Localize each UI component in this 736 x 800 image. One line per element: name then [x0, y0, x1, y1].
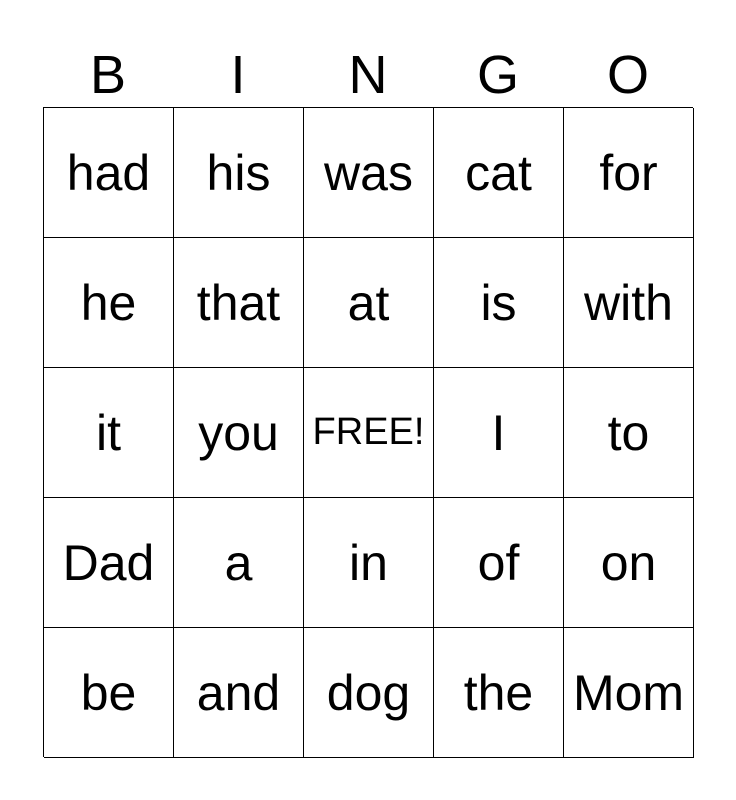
- header-letter-n: N: [348, 45, 388, 105]
- bingo-cell[interactable]: cat: [434, 108, 564, 238]
- bingo-cell[interactable]: on: [564, 498, 694, 628]
- bingo-cell[interactable]: to: [564, 368, 694, 498]
- header-letter-o: O: [606, 45, 649, 105]
- bingo-cell[interactable]: his: [174, 108, 304, 238]
- bingo-cell[interactable]: the: [434, 628, 564, 758]
- header-letter-i: I: [230, 45, 246, 105]
- bingo-cell[interactable]: at: [304, 238, 434, 368]
- bingo-header: [43, 44, 693, 106]
- bingo-cell[interactable]: was: [304, 108, 434, 238]
- bingo-cell[interactable]: is: [434, 238, 564, 368]
- bingo-cell[interactable]: he: [44, 238, 174, 368]
- bingo-cell[interactable]: that: [174, 238, 304, 368]
- header-letter-b: B: [89, 45, 127, 105]
- header-letter-g: G: [476, 45, 519, 105]
- bingo-cell[interactable]: dog: [304, 628, 434, 758]
- bingo-cell[interactable]: I: [434, 368, 564, 498]
- bingo-cell[interactable]: of: [434, 498, 564, 628]
- bingo-cell[interactable]: with: [564, 238, 694, 368]
- bingo-cell[interactable]: Mom: [564, 628, 694, 758]
- bingo-cell[interactable]: you: [174, 368, 304, 498]
- bingo-cell[interactable]: and: [174, 628, 304, 758]
- bingo-cell[interactable]: had: [44, 108, 174, 238]
- bingo-cell[interactable]: be: [44, 628, 174, 758]
- bingo-cell[interactable]: a: [174, 498, 304, 628]
- bingo-cell[interactable]: it: [44, 368, 174, 498]
- bingo-cell[interactable]: Dad: [44, 498, 174, 628]
- bingo-cell[interactable]: in: [304, 498, 434, 628]
- bingo-cell[interactable]: for: [564, 108, 694, 238]
- bingo-card-grid: [43, 107, 693, 757]
- free-space-cell[interactable]: FREE!: [304, 368, 434, 498]
